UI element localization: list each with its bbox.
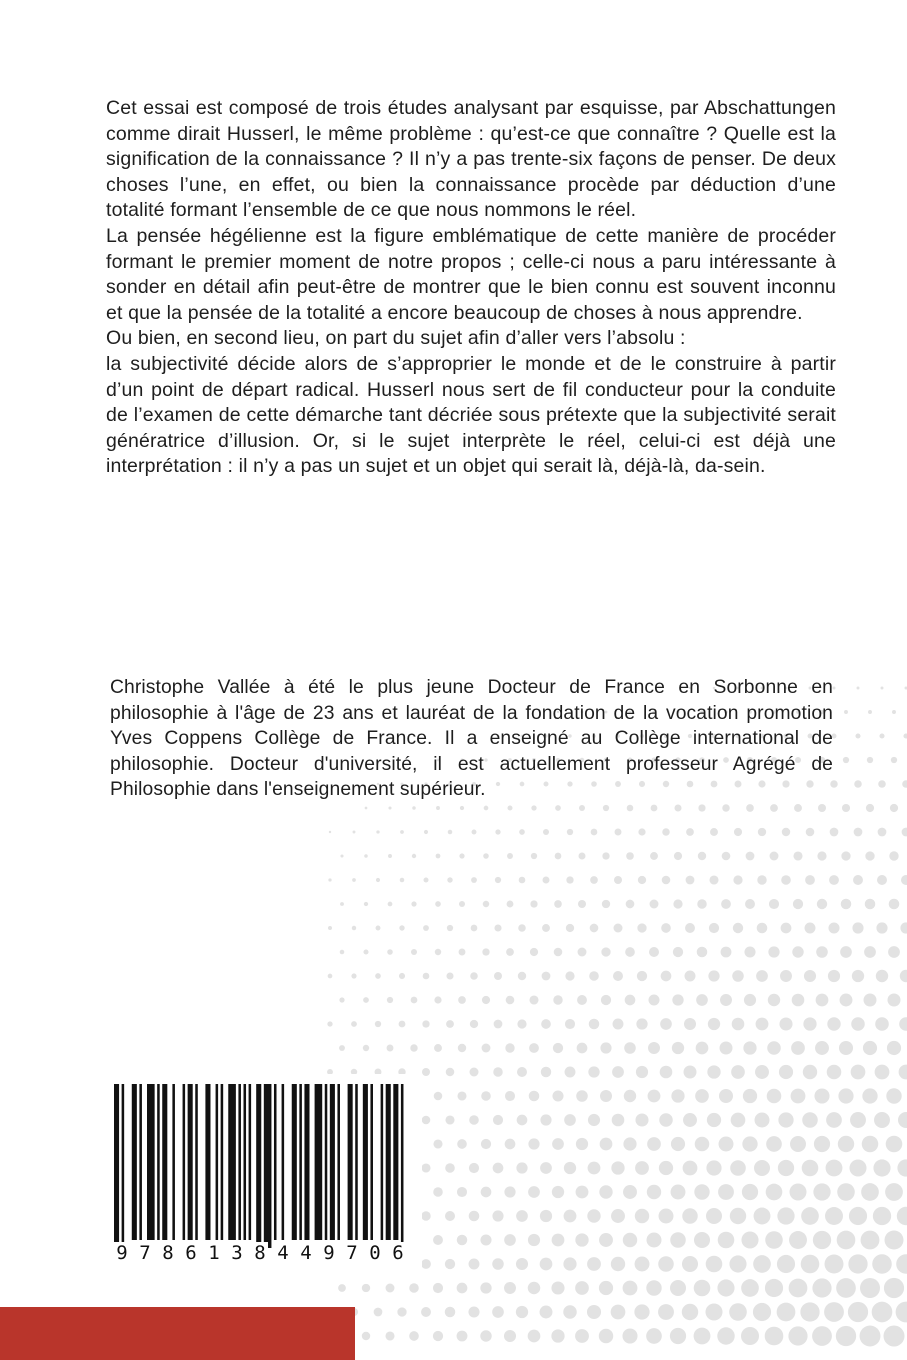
abstract-paragraph-4: la subjectivité décide alors de s’approprier le monde et de le construire à partir d’un point de départ radical. Husserl nous sert de fil conducteur pour la conduite de l’examen de cette démarche tant décriée sous prétexte que la subjectivité serait génératrice d’illusion. Or, si le sujet interprète le réel, celui-ci est déjà une interprétation : il n’y a pas un sujet et un objet qui serait là, déjà-là, da-sein. xyxy=(106,352,836,478)
isbn-digit: 0 xyxy=(367,1242,383,1264)
isbn-barcode xyxy=(100,1074,422,1274)
accent-red-band xyxy=(0,1307,355,1360)
author-biography xyxy=(110,675,833,803)
barcode-bars xyxy=(114,1084,406,1248)
isbn-number xyxy=(114,1242,406,1264)
abstract-paragraph-2: La pensée hégélienne est la figure emblématique de cette manière de procéder formant le premier moment de notre propos ; celle-ci nous a paru intéressante à sonder en détail afin peut-être de montrer que le bien connu est souvent inconnu et que la pensée de la totalité a encore beaucoup de choses à nous apprendre. xyxy=(106,224,836,324)
author-bio-text: Christophe Vallée à été le plus jeune Docteur de France en Sorbonne en philosophie à l'âge de 23 ans et lauréat de la fondation de la vocation promotion Yves Coppens Collège de France. Il a enseigné au Collège international de philosophie. Docteur d'université, il est actuellement professeur Agrégé de Philosophie dans l'enseignement supérieur. xyxy=(110,677,833,801)
isbn-digit: 9 xyxy=(321,1242,337,1264)
isbn-digit: 6 xyxy=(390,1242,406,1264)
isbn-digit: 1 xyxy=(206,1242,222,1264)
isbn-digit: 4 xyxy=(275,1242,291,1264)
abstract-paragraph-1: Cet essai est composé de trois études analysant par esquisse, par Abschattungen comme dirait Husserl, le même problème : qu’est-ce que connaître ? Quelle est la signification de la connaissance ? Il n’y a pas trente-six façons de penser. De deux choses l’une, en effet, ou bien la connaissance procède par déduction d’une totalité formant l’ensemble de ce que nous nommons le réel. xyxy=(106,97,836,222)
isbn-digit: 8 xyxy=(160,1242,176,1264)
isbn-digit: 3 xyxy=(229,1242,245,1264)
isbn-digit: 9 xyxy=(114,1242,130,1264)
isbn-digit: 7 xyxy=(344,1242,360,1264)
isbn-digit: 7 xyxy=(137,1242,153,1264)
isbn-digit: 6 xyxy=(183,1242,199,1264)
abstract-paragraph-3: Ou bien, en second lieu, on part du sujet afin d’aller vers l’absolu : xyxy=(106,327,686,350)
isbn-digit: 8 xyxy=(252,1242,268,1264)
isbn-digit: 4 xyxy=(298,1242,314,1264)
back-cover-abstract xyxy=(106,96,836,480)
